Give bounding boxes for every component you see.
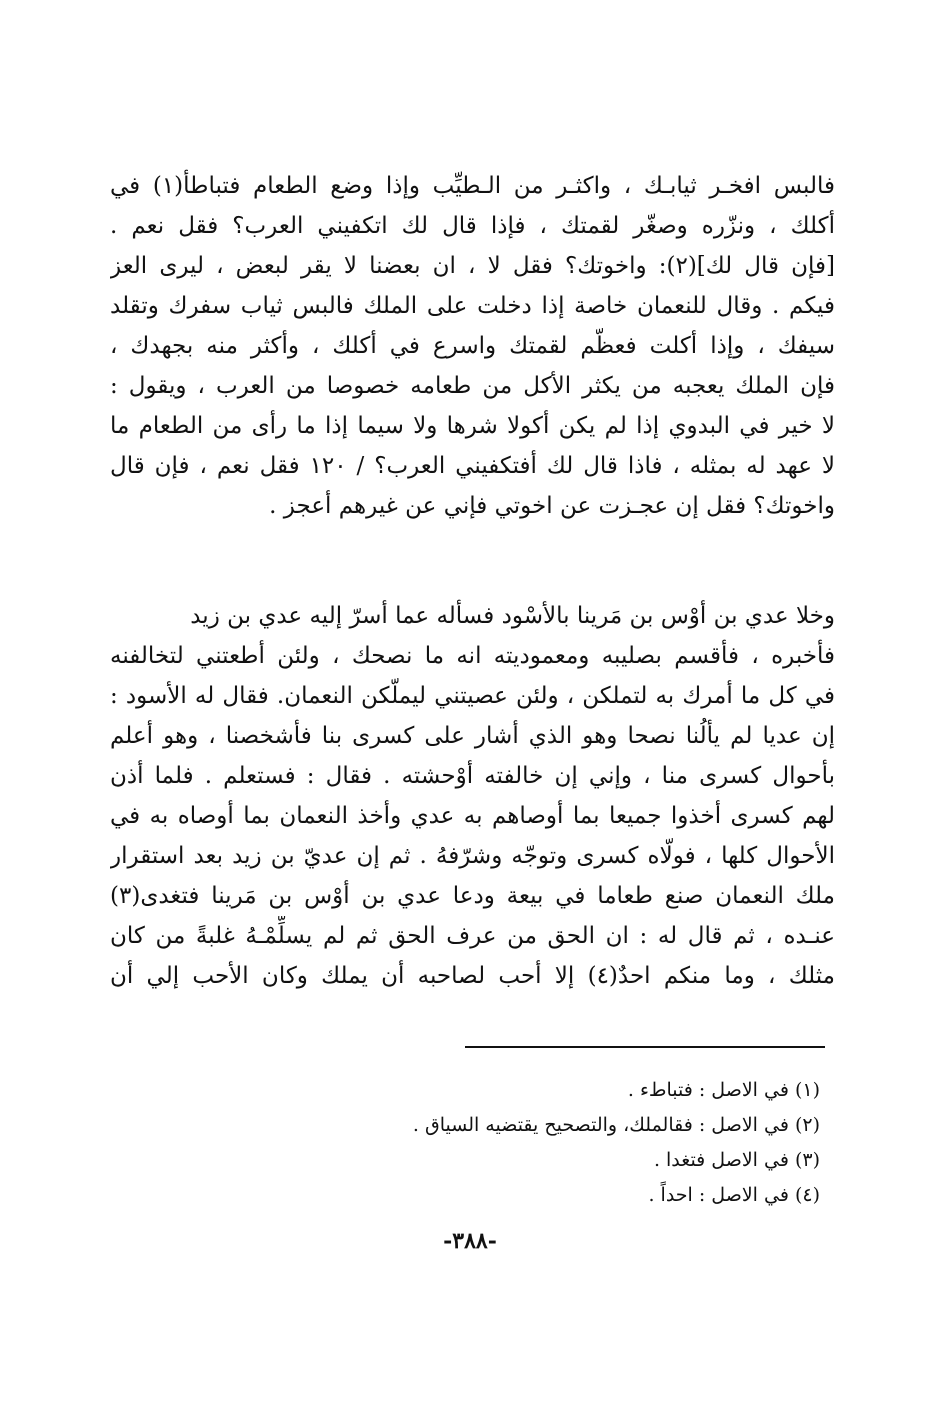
text-line: فأخبره ، فأقسم بصليبه ومعموديته انه ما نصحك ، ولئن أطعتني لتخالفنه bbox=[110, 643, 835, 669]
text-line: لهم كسرى أخذوا جميعا بما أوصاهم به عدي وأخذ النعمان بما أوصاه به في bbox=[110, 803, 835, 829]
page-number: -٣٨٨- bbox=[443, 1228, 497, 1254]
paragraph-2 bbox=[110, 596, 835, 996]
text-line: في كل ما أمرك به لتملكن ، ولئن عصيتني ليملّكن النعمان. فقال له الأسود : bbox=[110, 683, 835, 709]
text-line: وخلا عدي بن أوْس بن مَرينا بالأسْود فسأله عما أسرّ إليه عدي بن زيد bbox=[190, 603, 835, 629]
text-line: واخوتك؟ فقل إن عجـزت عن اخوتي فإني عن غيرهم أعجز . bbox=[269, 493, 835, 519]
text-line: فالبس افخـر ثيابـك ، واكثـر من الـطيِّب وإذا وضع الطعام فتباطأ(١) في bbox=[110, 173, 835, 199]
text-line: عنـده ، ثم قال له : ان الحق من عرف الحق ثم لم يسلِّمْـهُ غلبةً من كان bbox=[110, 923, 835, 949]
text-line: بأحوال كسرى منا ، وإني إن خالفته أوْحشته . فقال : فستعلم . فلما أذن bbox=[110, 763, 835, 789]
footnote-2: (٢) في الاصل : فقالملك، والتصحيح يقتضيه السياق . bbox=[412, 1114, 820, 1136]
paragraph-1 bbox=[110, 166, 835, 526]
text-line: إن عديا لم يألُنا نصحا وهو الذي أشار على كسرى بنا فأشخصنا ، وهو أعلم bbox=[110, 723, 835, 749]
footnote-4: (٤) في الاصل : احداً . bbox=[648, 1184, 820, 1206]
text-line: [فإن قال لك](٢): واخوتك؟ فقل لا ، ان بعضنا لا يقر لبعض ، ليرى العز bbox=[110, 253, 835, 279]
text-line: سيفك ، وإذا أكلت فعظّم لقمتك واسرع في أكلك ، وأكثر منه بجهدك ، bbox=[110, 333, 835, 359]
footnote-1: (١) في الاصل : فتباطء . bbox=[627, 1079, 820, 1101]
footnotes bbox=[300, 1073, 820, 1213]
footnote-divider bbox=[465, 1046, 825, 1048]
text-line: لا عهد له بمثله ، فاذا قال لك أفتكفيني العرب؟ / ١٢٠ فقل نعم ، فإن قال bbox=[110, 453, 835, 479]
footnote-3: (٣) في الاصل فتغدا . bbox=[653, 1149, 820, 1171]
text-line: أكلك ، ونزّره وصغّر لقمتك ، فإذا قال لك اتكفيني العرب؟ فقل نعم . bbox=[110, 213, 835, 239]
text-line: فيكم . وقال للنعمان خاصة إذا دخلت على الملك فالبس ثياب سفرك وتقلد bbox=[110, 293, 835, 319]
text-line: فإن الملك يعجبه من يكثر الأكل من طعامه خصوصا من العرب ، ويقول : bbox=[110, 373, 835, 399]
text-line: الأحوال كلها ، فولّاه كسرى وتوجّه وشرّفهُ . ثم إن عديّ بن زيد بعد استقرار bbox=[110, 843, 835, 869]
text-line: لا خير في البدوي إذا لم يكن أكولا شرها ولا سيما إذا ما رأى من الطعام ما bbox=[110, 413, 835, 439]
text-line: مثلك ، وما منكم احدٌ(٤) إلا أحب لصاحبه أن يملك وكان الأحب إلي أن bbox=[110, 963, 835, 989]
text-line: ملك النعمان صنع طعاما في بيعة ودعا عدي بن أوْس بن مَرينا فتغدى(٣) bbox=[110, 883, 835, 909]
